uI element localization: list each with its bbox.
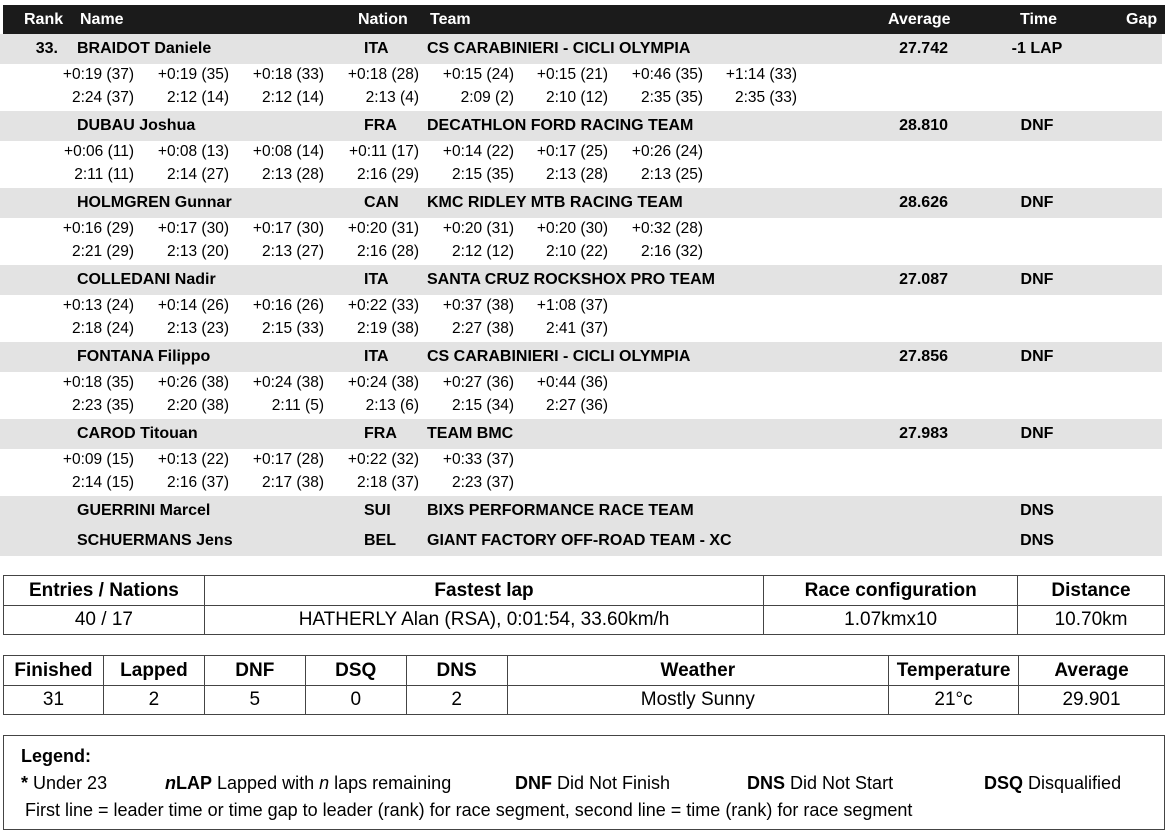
- header-team: Team: [430, 11, 471, 28]
- result-team: TEAM BMC: [427, 425, 514, 442]
- result-team: KMC RIDLEY MTB RACING TEAM: [427, 194, 683, 211]
- result-splits: [0, 449, 1162, 496]
- legend-dnf-text: Did Not Finish: [557, 773, 671, 793]
- result-name: DUBAU Joshua: [77, 117, 196, 134]
- result-time: DNF: [1020, 271, 1054, 288]
- entries-label: Entries / Nations: [4, 576, 205, 606]
- split-gap: +0:14 (26): [157, 297, 229, 314]
- split-gap: +0:08 (14): [252, 143, 324, 160]
- result-nation: CAN: [364, 194, 399, 211]
- split-gap: +0:18 (35): [62, 374, 134, 391]
- legend-dnf-key: DNF: [515, 773, 552, 793]
- split-lap-time: 2:12 (14): [261, 89, 324, 106]
- temperature-label: Temperature: [889, 656, 1019, 686]
- result-nation: FRA: [364, 117, 397, 134]
- result-row: [0, 526, 1162, 556]
- split-lap-time: 2:23 (35): [71, 397, 134, 414]
- split-lap-time: 2:15 (34): [451, 397, 514, 414]
- split-gap: +0:16 (26): [252, 297, 324, 314]
- legend-lap-text-a: Lapped with: [217, 773, 315, 793]
- result-nation: BEL: [364, 532, 396, 549]
- split-gap: +0:26 (24): [631, 143, 703, 160]
- split-gap: +0:16 (29): [62, 220, 134, 237]
- fastest-lap-label: Fastest lap: [204, 576, 763, 606]
- split-gap: +0:19 (37): [62, 66, 134, 83]
- result-name: HOLMGREN Gunnar: [77, 194, 232, 211]
- result-nation: FRA: [364, 425, 397, 442]
- results-header: [3, 5, 1165, 34]
- result-time: DNS: [1020, 532, 1054, 549]
- split-lap-time: 2:41 (37): [545, 320, 608, 337]
- result-splits: [0, 64, 1162, 111]
- result-name: FONTANA Filippo: [77, 348, 211, 365]
- split-gap: +0:15 (24): [442, 66, 514, 83]
- dnf-label: DNF: [204, 656, 305, 686]
- legend-dns-text: Did Not Start: [790, 773, 894, 793]
- split-lap-time: 2:16 (32): [640, 243, 703, 260]
- result-name: SCHUERMANS Jens: [77, 532, 233, 549]
- result-average: 27.983: [899, 425, 948, 442]
- split-gap: +0:24 (38): [347, 374, 419, 391]
- result-time: DNF: [1020, 117, 1054, 134]
- split-lap-time: 2:13 (27): [261, 243, 324, 260]
- result-team: SANTA CRUZ ROCKSHOX PRO TEAM: [427, 271, 715, 288]
- split-lap-time: 2:15 (35): [451, 166, 514, 183]
- split-lap-time: 2:27 (38): [451, 320, 514, 337]
- result-average: 28.626: [899, 194, 948, 211]
- legend-dsq-key: DSQ: [984, 773, 1024, 793]
- result-team: CS CARABINIERI - CICLI OLYMPIA: [427, 40, 691, 57]
- split-lap-time: 2:13 (23): [166, 320, 229, 337]
- result-name: GUERRINI Marcel: [77, 502, 211, 519]
- legend-dsq: [984, 773, 1121, 794]
- result-nation: SUI: [364, 502, 391, 519]
- result-name: COLLEDANI Nadir: [77, 271, 216, 288]
- split-gap: +0:17 (30): [252, 220, 324, 237]
- split-gap: +0:20 (31): [347, 220, 419, 237]
- split-lap-time: 2:14 (15): [71, 474, 134, 491]
- legend-lapped: [165, 773, 451, 794]
- result-team: DECATHLON FORD RACING TEAM: [427, 117, 694, 134]
- legend-lap-key-n: n: [165, 773, 176, 793]
- distance-label: Distance: [1018, 576, 1165, 606]
- split-gap: +0:13 (22): [157, 451, 229, 468]
- lapped-label: Lapped: [103, 656, 204, 686]
- header-nation: Nation: [358, 11, 408, 28]
- split-lap-time: 2:13 (28): [261, 166, 324, 183]
- legend-title: Legend:: [21, 746, 91, 766]
- result-average: 27.087: [899, 271, 948, 288]
- result-row: [0, 342, 1162, 372]
- split-gap: +0:08 (13): [157, 143, 229, 160]
- split-lap-time: 2:15 (33): [261, 320, 324, 337]
- split-gap: +0:44 (36): [536, 374, 608, 391]
- split-lap-time: 2:14 (27): [166, 166, 229, 183]
- legend-box: [3, 735, 1165, 830]
- dsq-value: 0: [305, 686, 406, 715]
- split-lap-time: 2:13 (20): [166, 243, 229, 260]
- result-row: [0, 419, 1162, 449]
- result-name: CAROD Titouan: [77, 425, 198, 442]
- result-row: [0, 34, 1162, 64]
- header-rank: Rank: [24, 11, 64, 28]
- result-row: [0, 265, 1162, 295]
- split-gap: +0:20 (30): [536, 220, 608, 237]
- split-gap: +0:13 (24): [62, 297, 134, 314]
- split-gap: +0:18 (28): [347, 66, 419, 83]
- split-gap: +0:06 (11): [64, 143, 134, 160]
- split-lap-time: 2:12 (12): [451, 243, 514, 260]
- split-gap: +0:46 (35): [631, 66, 703, 83]
- legend-u23-key: *: [21, 773, 29, 793]
- finished-label: Finished: [4, 656, 104, 686]
- fastest-lap-value: HATHERLY Alan (RSA), 0:01:54, 33.60km/h: [204, 606, 763, 635]
- legend-dns: [747, 773, 893, 794]
- result-nation: ITA: [364, 271, 389, 288]
- split-gap: +0:17 (28): [252, 451, 324, 468]
- result-splits: [0, 141, 1162, 188]
- dns-label: DNS: [406, 656, 507, 686]
- split-gap: +0:22 (33): [347, 297, 419, 314]
- result-name: BRAIDOT Daniele: [77, 40, 212, 57]
- result-average: 27.856: [899, 348, 948, 365]
- race-stats-table: [3, 655, 1165, 715]
- result-rank: 33.: [35, 40, 58, 57]
- split-lap-time: 2:16 (37): [166, 474, 229, 491]
- split-gap: +0:26 (38): [157, 374, 229, 391]
- result-time: -1 LAP: [1011, 40, 1063, 57]
- split-lap-time: 2:13 (4): [365, 89, 419, 106]
- split-lap-time: 2:09 (2): [460, 89, 514, 106]
- split-lap-time: 2:18 (24): [71, 320, 134, 337]
- result-nation: ITA: [364, 348, 389, 365]
- distance-value: 10.70km: [1018, 606, 1165, 635]
- average-label: Average: [1019, 656, 1165, 686]
- result-splits: [0, 372, 1162, 419]
- legend-dsq-text: Disqualified: [1028, 773, 1122, 793]
- split-lap-time: 2:17 (38): [261, 474, 324, 491]
- result-row: [0, 111, 1162, 141]
- header-average: Average: [888, 11, 951, 28]
- split-gap: +0:17 (25): [536, 143, 608, 160]
- split-lap-time: 2:24 (37): [71, 89, 134, 106]
- split-gap: +0:17 (30): [157, 220, 229, 237]
- split-lap-time: 2:27 (36): [545, 397, 608, 414]
- split-lap-time: 2:16 (28): [356, 243, 419, 260]
- split-lap-time: 2:11 (5): [271, 397, 324, 414]
- split-gap: +0:32 (28): [631, 220, 703, 237]
- split-gap: +1:08 (37): [536, 297, 608, 314]
- split-gap: +0:33 (37): [442, 451, 514, 468]
- weather-label: Weather: [507, 656, 889, 686]
- split-lap-time: 2:10 (22): [545, 243, 608, 260]
- race-summary-table: [3, 575, 1165, 635]
- result-splits: [0, 295, 1162, 342]
- result-team: GIANT FACTORY OFF-ROAD TEAM - XC: [427, 532, 732, 549]
- split-gap: +0:18 (33): [252, 66, 324, 83]
- result-time: DNS: [1020, 502, 1054, 519]
- split-gap: +0:11 (17): [349, 143, 419, 160]
- split-lap-time: 2:10 (12): [545, 89, 608, 106]
- split-lap-time: 2:13 (25): [640, 166, 703, 183]
- result-row: [0, 188, 1162, 218]
- header-time: Time: [1020, 11, 1058, 28]
- split-gap: +0:24 (38): [252, 374, 324, 391]
- result-time: DNF: [1020, 194, 1054, 211]
- lapped-value: 2: [103, 686, 204, 715]
- dsq-label: DSQ: [305, 656, 406, 686]
- split-gap: +0:20 (31): [442, 220, 514, 237]
- result-team: CS CARABINIERI - CICLI OLYMPIA: [427, 348, 691, 365]
- dnf-value: 5: [204, 686, 305, 715]
- legend-lap-key: LAP: [176, 773, 212, 793]
- split-lap-time: 2:12 (14): [166, 89, 229, 106]
- split-lap-time: 2:13 (28): [545, 166, 608, 183]
- split-gap: +0:27 (36): [442, 374, 514, 391]
- legend-dnf: [515, 773, 670, 794]
- legend-lap-text-n: n: [319, 773, 330, 793]
- result-time: DNF: [1020, 425, 1054, 442]
- split-gap: +0:14 (22): [442, 143, 514, 160]
- split-lap-time: 2:13 (6): [365, 397, 419, 414]
- legend-dns-key: DNS: [747, 773, 786, 793]
- average-value: 29.901: [1019, 686, 1165, 715]
- finished-value: 31: [4, 686, 104, 715]
- split-gap: +0:09 (15): [62, 451, 134, 468]
- split-lap-time: 2:23 (37): [451, 474, 514, 491]
- entries-value: 40 / 17: [4, 606, 205, 635]
- result-nation: ITA: [364, 40, 389, 57]
- split-gap: +0:19 (35): [157, 66, 229, 83]
- split-lap-time: 2:19 (38): [356, 320, 419, 337]
- result-time: DNF: [1020, 348, 1054, 365]
- header-gap: Gap: [1126, 11, 1158, 28]
- split-gap: +1:14 (33): [725, 66, 797, 83]
- split-lap-time: 2:20 (38): [166, 397, 229, 414]
- split-gap: +0:37 (38): [442, 297, 514, 314]
- result-splits: [0, 218, 1162, 265]
- split-lap-time: 2:16 (29): [356, 166, 419, 183]
- temperature-value: 21°c: [889, 686, 1019, 715]
- split-gap: +0:15 (21): [536, 66, 608, 83]
- split-lap-time: 2:21 (29): [71, 243, 134, 260]
- result-team: BIXS PERFORMANCE RACE TEAM: [427, 502, 694, 519]
- split-gap: +0:22 (32): [347, 451, 419, 468]
- legend-lap-text-b: laps remaining: [334, 773, 452, 793]
- weather-value: Mostly Sunny: [507, 686, 889, 715]
- legend-note: First line = leader time or time gap to leader (rank) for race segment, second line = time (rank) for race segment: [25, 800, 913, 820]
- result-average: 27.742: [899, 40, 948, 57]
- result-average: 28.810: [899, 117, 948, 134]
- split-lap-time: 2:35 (35): [640, 89, 703, 106]
- race-config-label: Race configuration: [764, 576, 1018, 606]
- result-row: [0, 496, 1162, 526]
- split-lap-time: 2:18 (37): [356, 474, 419, 491]
- race-config-value: 1.07kmx10: [764, 606, 1018, 635]
- split-lap-time: 2:11 (11): [74, 166, 134, 183]
- legend-under-23: [21, 773, 107, 794]
- header-name: Name: [80, 11, 124, 28]
- dns-value: 2: [406, 686, 507, 715]
- legend-u23-text: Under 23: [33, 773, 108, 793]
- split-lap-time: 2:35 (33): [734, 89, 797, 106]
